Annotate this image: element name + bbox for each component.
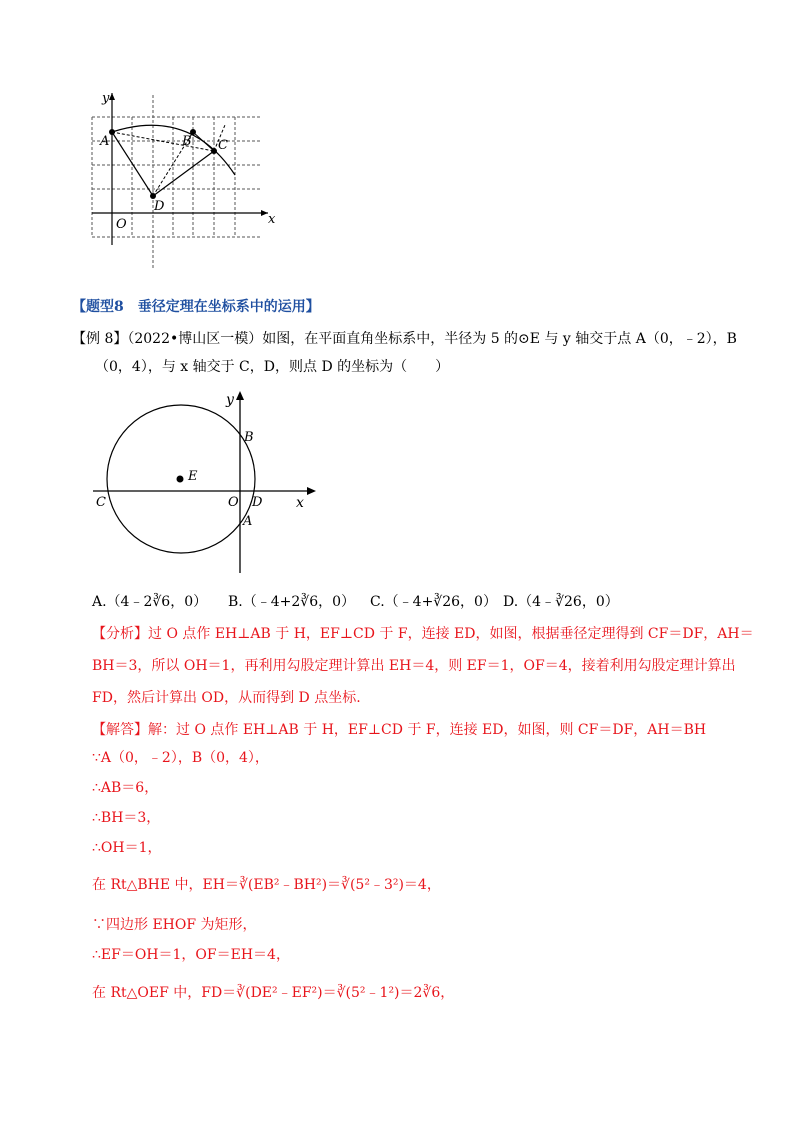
option-b: B.（﹣4+2∛6，0） (228, 594, 356, 610)
solution-line-7: ∵四边形 EHOF 为矩形， (92, 917, 257, 933)
label-a-2: A (243, 514, 253, 529)
solution-line-4: ∴BH＝3， (92, 810, 161, 826)
solution-line-1: 【解答】解：过 O 点作 EH⊥AB 于 H，EF⊥CD 于 F，连接 ED，如图，则 CF＝DF，AH＝BH (92, 722, 707, 738)
label-x-2: x (296, 495, 304, 511)
label-e-2: E (188, 469, 198, 484)
solution-line-3: ∴AB＝6， (92, 780, 159, 796)
label-y-2: y (226, 392, 234, 408)
label-c: C (218, 138, 228, 153)
solution-line-6: 在 Rt△BHE 中，EH＝∛(EB²﹣BH²)＝∛(5²﹣3²)＝4， (92, 877, 441, 893)
grid-figure (80, 85, 280, 275)
label-x: x (268, 212, 276, 227)
label-d: D (154, 199, 165, 214)
analysis-line-2: BH＝3，所以 OH＝1，再利用勾股定理计算出 EH＝4，则 EF＝1，OF＝4，接着利用勾股定理计算出 (92, 658, 736, 674)
label-y: y (102, 91, 110, 106)
label-c-2: C (96, 495, 106, 510)
example-line-1: 【例 8】（2022•博山区一模）如图，在平面直角坐标系中，半径为 5 的⊙E 与 y 轴交于点 A（0，﹣2），B (72, 331, 737, 347)
example-line-2: （0，4），与 x 轴交于 C，D，则点 D 的坐标为（ ） (95, 359, 450, 375)
option-c: C.（﹣4+∛26，0） (370, 594, 497, 610)
label-b-2: B (244, 430, 254, 445)
analysis-line-1: 【分析】过 O 点作 EH⊥AB 于 H，EF⊥CD 于 F，连接 ED，如图，根据垂径定理得到 CF＝DF，AH＝ (92, 626, 754, 642)
option-d: D.（4﹣∛26，0） (503, 594, 619, 610)
label-o: O (116, 217, 127, 232)
solution-line-2: ∵A（0，﹣2），B（0，4）， (92, 750, 269, 766)
solution-line-5: ∴OH＝1， (92, 840, 162, 856)
label-a: A (100, 134, 110, 149)
solution-line-8: ∴EF＝OH＝1，OF＝EH＝4， (92, 947, 290, 963)
solution-line-9: 在 Rt△OEF 中，FD＝∛(DE²﹣EF²)＝∛(5²﹣1²)＝2∛6， (92, 985, 455, 1001)
analysis-line-3: FD，然后计算出 OD，从而得到 D 点坐标. (92, 690, 361, 706)
option-a: A.（4﹣2∛6，0） (92, 594, 208, 610)
section-title: 【题型8 垂径定理在坐标系中的运用】 (72, 299, 320, 315)
circle-figure (88, 390, 328, 580)
label-d-2: D (252, 495, 263, 510)
label-b: B (182, 134, 192, 149)
label-o-2: O (228, 495, 239, 510)
center-e (177, 476, 184, 483)
